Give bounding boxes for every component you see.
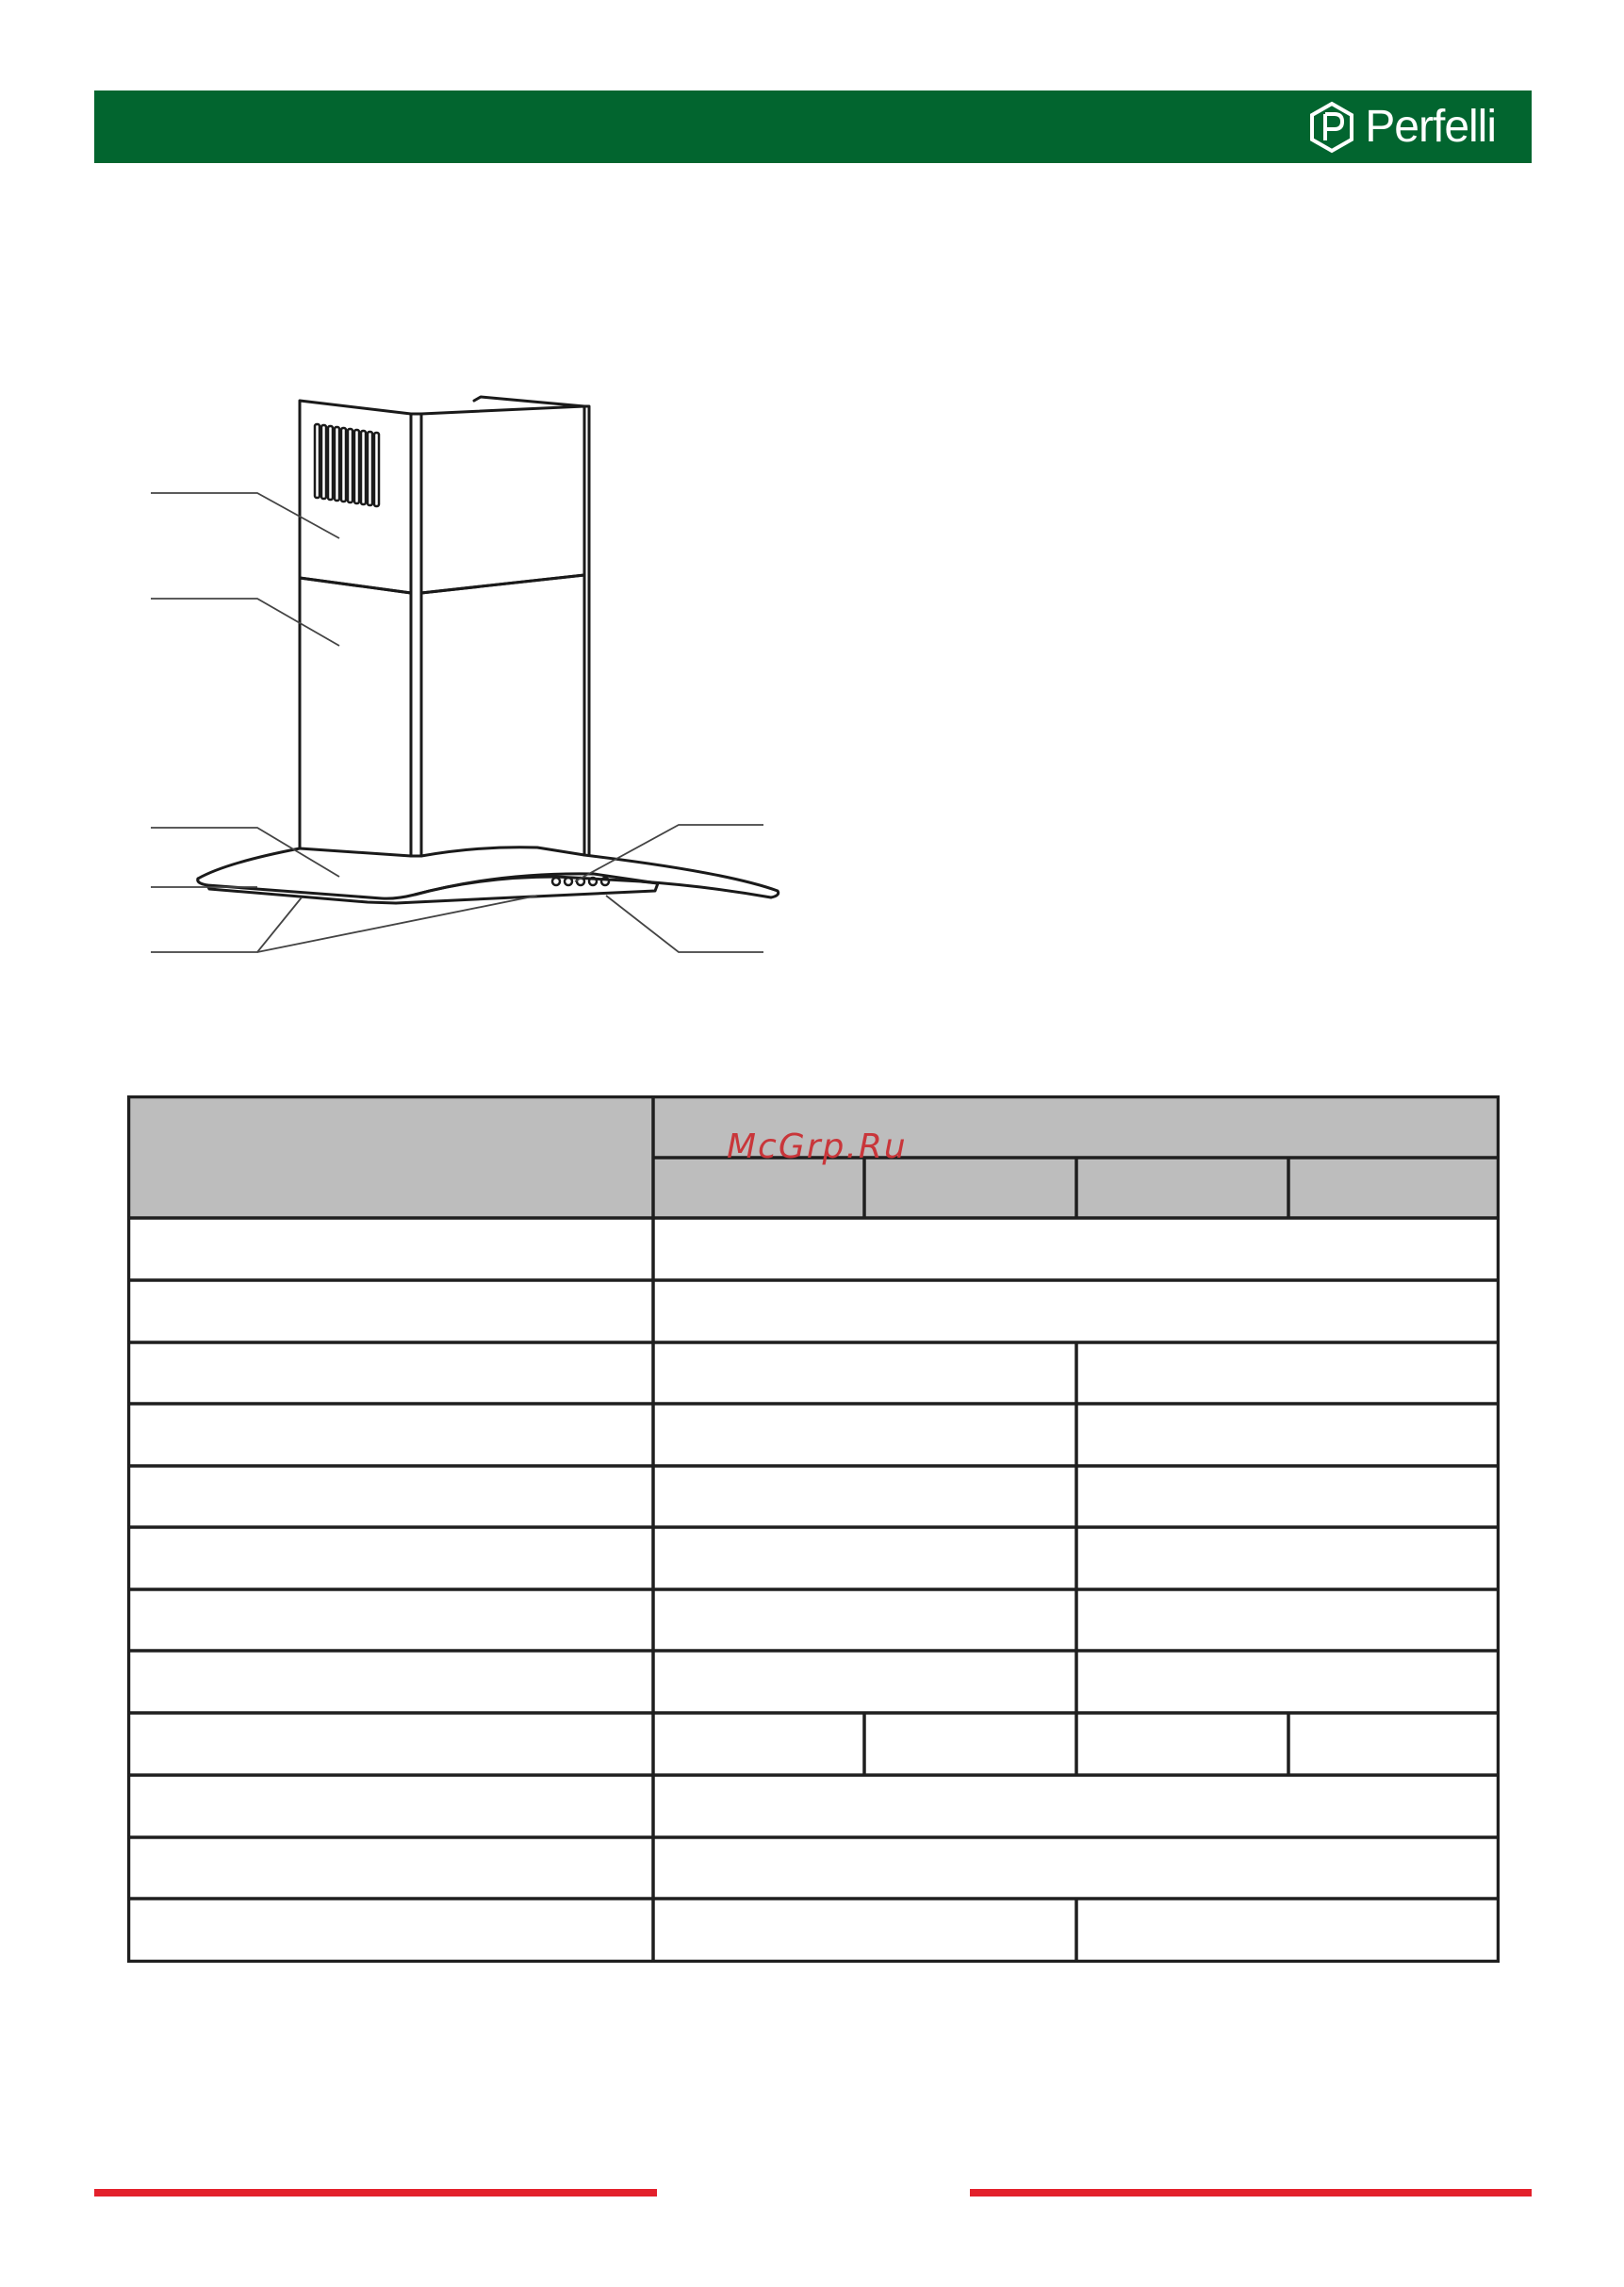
header-bar <box>94 90 1532 163</box>
footer-line-right <box>970 2189 1532 2197</box>
range-hood-diagram <box>141 382 782 976</box>
brand-name: Perfelli <box>1365 102 1496 152</box>
hexagon-p-icon <box>1308 101 1355 154</box>
specification-table <box>127 1095 1500 1963</box>
brand-logo <box>1308 102 1496 153</box>
footer-line-left <box>94 2189 657 2197</box>
watermark-text: McGrp.Ru <box>727 1127 908 1166</box>
